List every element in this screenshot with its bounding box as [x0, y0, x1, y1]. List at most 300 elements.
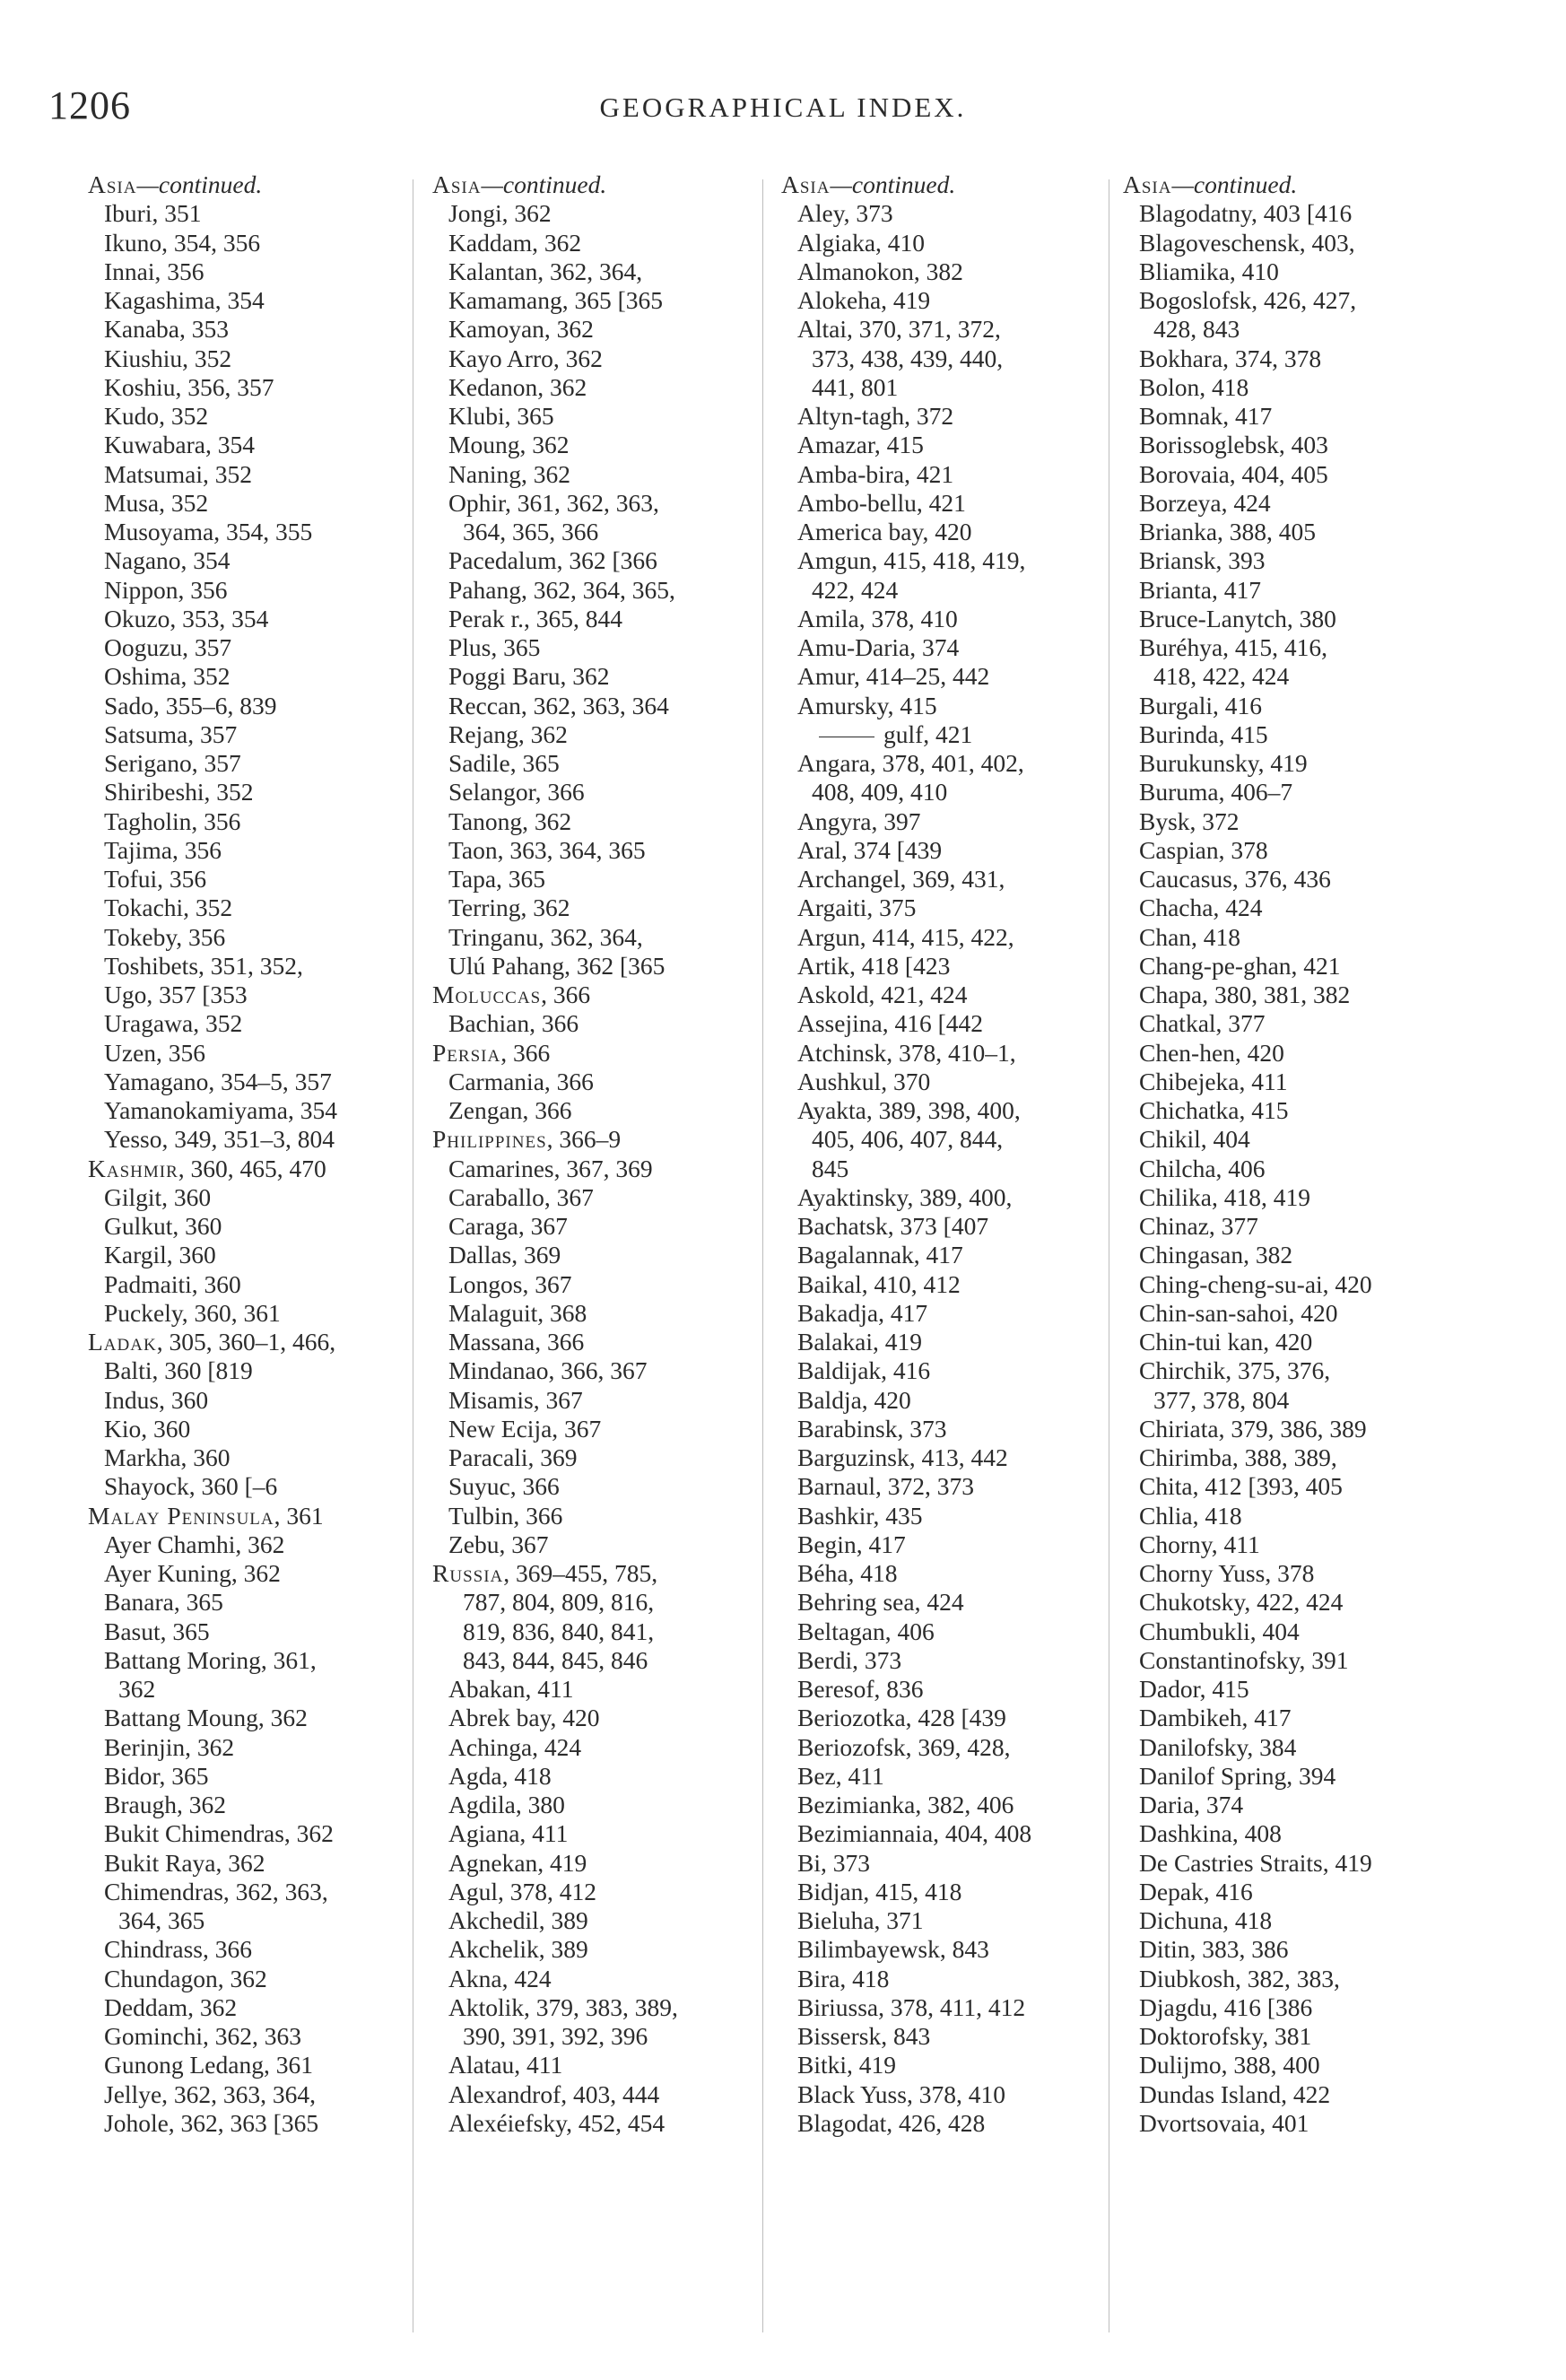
index-entry: Ayakta, 389, 398, 400,: [797, 1096, 1021, 1124]
index-entry: Béha, 418: [797, 1559, 898, 1587]
index-entry: Koshiu, 356, 357: [104, 372, 274, 401]
index-entry: Chapa, 380, 381, 382: [1139, 981, 1351, 1008]
index-entry: Bukit Raya, 362: [104, 1848, 265, 1877]
index-entry-continuation: 408, 409, 410: [812, 778, 948, 806]
index-entry: Akchelik, 389: [448, 1935, 588, 1964]
index-entry: Chinaz, 377: [1139, 1212, 1258, 1240]
index-entry: Amazar, 415: [797, 431, 924, 459]
index-entry: Kedanon, 362: [448, 372, 587, 401]
index-entry: Algiaka, 410: [797, 228, 926, 257]
index-entry: Moung, 362: [448, 431, 570, 459]
index-entry: Pahang, 362, 364, 365,: [448, 575, 675, 604]
heading-name: Asia: [432, 170, 482, 198]
heading-name: Russia: [432, 1559, 504, 1587]
heading-name: Malay Peninsula: [88, 1501, 274, 1530]
index-entry: Bezimianka, 382, 406: [797, 1791, 1014, 1818]
index-entry: Tanong, 362: [448, 806, 572, 835]
page-header: [0, 83, 1566, 136]
index-entry: Aley, 373: [797, 199, 893, 228]
index-entry: Tokeby, 356: [104, 922, 226, 951]
index-entry: Bomnak, 417: [1139, 402, 1273, 430]
index-heading: [425, 1125, 784, 1154]
index-entry: Padmaiti, 360: [104, 1269, 241, 1298]
index-entry: Kamoyan, 362: [448, 315, 594, 344]
index-entry: Bliamika, 410: [1139, 257, 1279, 285]
index-subentry: [774, 720, 1133, 749]
index-entry: Poggi Baru, 362: [448, 662, 610, 691]
index-entry: Bitki, 419: [797, 2051, 897, 2079]
index-entry: Baldja, 420: [797, 1385, 911, 1414]
index-entry: Shayock, 360 [–6: [104, 1472, 278, 1501]
index-entry-continuation: 441, 801: [812, 372, 899, 401]
index-entry: Dashkina, 408: [1139, 1819, 1282, 1848]
heading-rest: , 305, 360–1, 466,: [156, 1328, 336, 1356]
index-entry: Ayaktinsky, 389, 400,: [797, 1182, 1013, 1211]
index-entry: Barnaul, 372, 373: [797, 1472, 975, 1501]
index-entry: Buréhya, 415, 416,: [1139, 633, 1328, 661]
index-entry: Artik, 418 [423: [797, 951, 951, 980]
index-heading: [425, 1559, 784, 1588]
index-entry: Bakadja, 417: [797, 1298, 928, 1327]
index-entry: Massana, 366: [448, 1328, 585, 1356]
index-entry: Nagano, 354: [104, 546, 231, 575]
index-entry: Plus, 365: [448, 633, 541, 661]
index-entry: Braugh, 362: [104, 1791, 226, 1818]
index-heading: [81, 1328, 439, 1356]
index-entry: Biriussa, 378, 411, 412: [797, 1992, 1026, 2021]
index-entry: Gulkut, 360: [104, 1212, 222, 1240]
index-entry: Amba-bira, 421: [797, 459, 954, 488]
index-entry: Angyra, 397: [797, 806, 921, 835]
index-entry: Ugo, 357 [353: [104, 981, 248, 1008]
index-entry: Mindanao, 366, 367: [448, 1356, 648, 1385]
heading-rest: —continued.: [1171, 170, 1298, 198]
index-entry: Bogoslofsk, 426, 427,: [1139, 286, 1357, 314]
index-columns: [0, 170, 1566, 2341]
index-heading: [81, 1155, 439, 1183]
index-entry: Amur, 414–25, 442: [797, 662, 990, 691]
index-entry-continuation: 364, 365, 366: [463, 518, 599, 545]
index-entry-continuation: 405, 406, 407, 844,: [812, 1125, 1004, 1154]
index-entry: Puckely, 360, 361: [104, 1298, 281, 1327]
index-column-3: [774, 170, 1133, 2341]
index-entry: Chibejeka, 411: [1139, 1067, 1288, 1095]
index-entry: Oshima, 352: [104, 662, 231, 691]
index-entry: Argun, 414, 415, 422,: [797, 922, 1014, 951]
index-entry: Blagodat, 426, 428: [797, 2108, 986, 2137]
index-entry: Bachatsk, 373 [407: [797, 1212, 989, 1240]
index-entry: Black Yuss, 378, 410: [797, 2079, 1005, 2108]
index-entry: Uragawa, 352: [104, 1009, 243, 1038]
index-entry: Tapa, 365: [448, 865, 546, 893]
index-entry: Kagashima, 354: [104, 286, 265, 314]
index-entry: Akchedil, 389: [448, 1906, 588, 1934]
index-entry: Chorny, 411: [1139, 1530, 1260, 1558]
index-entry: Jongi, 362: [448, 199, 552, 228]
index-entry: Kuwabara, 354: [104, 431, 255, 459]
index-entry-continuation: 845: [812, 1154, 849, 1182]
index-entry-continuation: 422, 424: [812, 575, 899, 604]
index-column-2: [425, 170, 784, 2341]
index-entry: Abrek bay, 420: [448, 1704, 600, 1732]
index-entry: Brianka, 388, 405: [1139, 518, 1317, 545]
index-entry: Abakan, 411: [448, 1675, 574, 1703]
index-entry: Ayer Chamhi, 362: [104, 1530, 285, 1558]
index-entry: Aktolik, 379, 383, 389,: [448, 1992, 678, 2021]
index-entry: Achinga, 424: [448, 1732, 582, 1761]
index-entry: Gominchi, 362, 363: [104, 2022, 301, 2050]
index-entry: Altyn-tagh, 372: [797, 402, 954, 430]
index-entry-continuation: 373, 438, 439, 440,: [812, 344, 1004, 372]
index-entry: Doktorofsky, 381: [1139, 2022, 1312, 2050]
heading-name: Asia: [781, 170, 831, 198]
index-entry: Ophir, 361, 362, 363,: [448, 488, 659, 517]
index-entry: Battang Moung, 362: [104, 1704, 308, 1732]
index-entry: Chorny Yuss, 378: [1139, 1559, 1315, 1587]
index-entry: Klubi, 365: [448, 402, 554, 430]
index-entry: Amgun, 415, 418, 419,: [797, 546, 1026, 575]
index-entry: Tulbin, 366: [448, 1501, 563, 1530]
index-entry: Taon, 363, 364, 365: [448, 835, 646, 864]
index-entry: Battang Moring, 361,: [104, 1645, 317, 1674]
index-entry: Longos, 367: [448, 1269, 572, 1298]
index-entry: Yesso, 349, 351–3, 804: [104, 1125, 335, 1154]
index-entry: Blagodatny, 403 [416: [1139, 199, 1353, 228]
index-entry: Akna, 424: [448, 1964, 552, 1992]
index-entry: Begin, 417: [797, 1530, 906, 1558]
index-entry: Tringanu, 362, 364,: [448, 922, 643, 951]
heading-rest: —continued.: [481, 170, 607, 198]
index-entry: Beriozofsk, 369, 428,: [797, 1732, 1011, 1761]
index-entry: Bidjan, 415, 418: [797, 1877, 962, 1905]
index-entry: Agul, 378, 412: [448, 1877, 596, 1905]
index-entry: Constantinofsky, 391: [1139, 1645, 1349, 1674]
index-entry: Beriozotka, 428 [439: [797, 1704, 1006, 1732]
index-entry: Uzen, 356: [104, 1038, 206, 1067]
index-entry: Alokeha, 419: [797, 286, 931, 314]
index-heading: [774, 170, 1133, 199]
index-entry: Brianta, 417: [1139, 575, 1261, 604]
index-entry: Musoyama, 354, 355: [104, 518, 313, 545]
index-entry: Burukunsky, 419: [1139, 749, 1308, 777]
index-entry: Caspian, 378: [1139, 835, 1268, 864]
index-column-1: [81, 170, 439, 2341]
heading-rest: , 369–455, 785,: [503, 1559, 658, 1587]
index-entry: Bieluha, 371: [797, 1906, 924, 1934]
index-entry: Chiriata, 379, 386, 389: [1139, 1414, 1367, 1443]
index-entry: Burinda, 415: [1139, 719, 1268, 748]
index-entry: Depak, 416: [1139, 1877, 1253, 1905]
index-entry: Dichuna, 418: [1139, 1906, 1273, 1934]
index-entry: Reccan, 362, 363, 364: [448, 691, 669, 719]
index-entry: Beltagan, 406: [797, 1617, 935, 1645]
index-entry: Askold, 421, 424: [797, 981, 968, 1008]
index-entry: Camarines, 367, 369: [448, 1154, 653, 1182]
index-entry: Chlia, 418: [1139, 1501, 1242, 1530]
heading-name: Philippines: [432, 1125, 547, 1154]
subentry-text: gulf, 421: [883, 719, 973, 748]
index-entry: Chacha, 424: [1139, 894, 1263, 922]
index-entry: Chundagon, 362: [104, 1964, 267, 1992]
index-entry: Balti, 360 [819: [104, 1356, 253, 1385]
index-heading: [1116, 170, 1475, 199]
index-entry: Bukit Chimendras, 362: [104, 1819, 334, 1848]
index-entry: Amursky, 415: [797, 691, 937, 719]
index-entry: Barguzinsk, 413, 442: [797, 1443, 1008, 1471]
index-entry: Chimendras, 362, 363,: [104, 1877, 328, 1905]
index-entry: Chindrass, 366: [104, 1935, 252, 1964]
index-entry: Bashkir, 435: [797, 1501, 923, 1530]
index-entry: Sado, 355–6, 839: [104, 691, 277, 719]
index-entry: Bezimiannaia, 404, 408: [797, 1819, 1032, 1848]
index-entry: Argaiti, 375: [797, 894, 917, 922]
heading-rest: —continued.: [136, 170, 263, 198]
index-entry: Chang-pe-ghan, 421: [1139, 951, 1341, 980]
index-entry: Burgali, 416: [1139, 691, 1262, 719]
index-entry: Chikil, 404: [1139, 1125, 1250, 1154]
index-entry: Bachian, 366: [448, 1009, 579, 1038]
index-entry: Johole, 362, 363 [365: [104, 2108, 319, 2137]
index-entry: Amu-Daria, 374: [797, 633, 960, 661]
heading-name: Moluccas: [432, 981, 542, 1008]
heading-name: Asia: [1123, 170, 1172, 198]
index-entry: De Castries Straits, 419: [1139, 1848, 1372, 1877]
index-entry: Paracali, 369: [448, 1443, 578, 1471]
index-entry: Kiushiu, 352: [104, 344, 232, 372]
index-entry: Kaddam, 362: [448, 228, 582, 257]
index-entry: Chin-san-sahoi, 420: [1139, 1298, 1338, 1327]
index-entry-continuation: 819, 836, 840, 841,: [463, 1617, 655, 1645]
heading-name: Kashmir: [88, 1154, 178, 1182]
index-entry-continuation: 418, 422, 424: [1153, 662, 1290, 691]
heading-rest: , 366: [500, 1038, 551, 1067]
index-heading: [425, 1039, 784, 1068]
index-entry: Naning, 362: [448, 459, 570, 488]
index-entry: Chen-hen, 420: [1139, 1038, 1284, 1067]
index-entry: Berinjin, 362: [104, 1732, 235, 1761]
index-entry: Satsuma, 357: [104, 719, 238, 748]
index-entry: Malaguit, 368: [448, 1298, 587, 1327]
index-entry: Gunong Ledang, 361: [104, 2051, 313, 2079]
heading-rest: , 366–9: [546, 1125, 622, 1154]
index-entry: Rejang, 362: [448, 719, 568, 748]
index-entry: Bilimbayewsk, 843: [797, 1935, 989, 1964]
index-entry: Kayo Arro, 362: [448, 344, 603, 372]
index-entry: Dundas Island, 422: [1139, 2079, 1331, 2108]
index-entry: Agnekan, 419: [448, 1848, 587, 1877]
index-entry: Berdi, 373: [797, 1645, 902, 1674]
index-entry: Chita, 412 [393, 405: [1139, 1472, 1343, 1501]
index-entry: Archangel, 369, 431,: [797, 865, 1005, 893]
index-entry: Chin-tui kan, 420: [1139, 1328, 1313, 1356]
index-column-4: [1116, 170, 1475, 2341]
index-entry-continuation: 428, 843: [1153, 315, 1240, 344]
index-entry: Bokhara, 374, 378: [1139, 344, 1322, 372]
index-entry: Caraballo, 367: [448, 1182, 594, 1211]
index-entry: Yamanokamiyama, 354: [104, 1096, 337, 1124]
index-entry: Banara, 365: [104, 1588, 223, 1617]
index-entry: Chichatka, 415: [1139, 1096, 1289, 1124]
index-entry: Agiana, 411: [448, 1819, 569, 1848]
index-entry: Alexéiefsky, 452, 454: [448, 2108, 666, 2137]
index-entry: Danilof Spring, 394: [1139, 1761, 1336, 1790]
index-entry: Selangor, 366: [448, 778, 585, 806]
index-entry: Misamis, 367: [448, 1385, 583, 1414]
index-entry: Sadile, 365: [448, 749, 560, 777]
index-entry: Agdila, 380: [448, 1791, 565, 1818]
index-entry: Alatau, 411: [448, 2051, 563, 2079]
index-entry: Tagholin, 356: [104, 806, 241, 835]
index-entry: Bysk, 372: [1139, 806, 1240, 835]
index-entry: Pacedalum, 362 [366: [448, 546, 657, 575]
index-entry-continuation: 377, 378, 804: [1153, 1385, 1290, 1414]
index-entry: Amila, 378, 410: [797, 604, 958, 632]
index-entry: Indus, 360: [104, 1385, 209, 1414]
index-entry: Bissersk, 843: [797, 2022, 931, 2050]
index-entry: Serigano, 357: [104, 749, 241, 777]
heading-rest: , 360, 465, 470: [178, 1154, 326, 1182]
index-entry: Yamagano, 354–5, 357: [104, 1067, 332, 1095]
index-entry: Atchinsk, 378, 410–1,: [797, 1038, 1016, 1067]
index-entry: Dador, 415: [1139, 1675, 1249, 1703]
index-entry: Terring, 362: [448, 894, 570, 922]
index-entry: Bi, 373: [797, 1848, 870, 1877]
index-entry-continuation: 843, 844, 845, 846: [463, 1645, 648, 1674]
index-entry: Ditin, 383, 386: [1139, 1935, 1289, 1964]
index-entry: Altai, 370, 371, 372,: [797, 315, 1001, 344]
index-entry: Kamamang, 365 [365: [448, 286, 664, 314]
index-entry: Suyuc, 366: [448, 1472, 560, 1501]
index-entry: Danilofsky, 384: [1139, 1732, 1297, 1761]
index-entry: Daria, 374: [1139, 1791, 1244, 1818]
index-entry: Basut, 365: [104, 1617, 210, 1645]
index-entry: Beresof, 836: [797, 1675, 924, 1703]
index-entry: Ikuno, 354, 356: [104, 228, 261, 257]
index-heading: [425, 981, 784, 1009]
index-heading: [81, 170, 439, 199]
index-entry: Ayer Kuning, 362: [104, 1559, 281, 1587]
index-entry: Agda, 418: [448, 1761, 552, 1790]
index-entry: Chilcha, 406: [1139, 1154, 1266, 1182]
index-entry: Ambo-bellu, 421: [797, 488, 966, 517]
index-entry: Zebu, 367: [448, 1530, 549, 1558]
index-entry: Bolon, 418: [1139, 372, 1249, 401]
index-entry: Tofui, 356: [104, 865, 207, 893]
index-entry: Barabinsk, 373: [797, 1414, 947, 1443]
index-entry: Baldijak, 416: [797, 1356, 931, 1385]
index-entry: Chan, 418: [1139, 922, 1241, 951]
index-entry: Matsumai, 352: [104, 459, 252, 488]
index-entry: Chatkal, 377: [1139, 1009, 1266, 1038]
index-entry: Assejina, 416 [442: [797, 1009, 983, 1038]
index-entry: Toshibets, 351, 352,: [104, 951, 303, 980]
index-entry: New Ecija, 367: [448, 1414, 602, 1443]
index-entry: Dulijmo, 388, 400: [1139, 2051, 1320, 2079]
index-entry: Ulú Pahang, 362 [365: [448, 951, 666, 980]
index-entry: Shiribeshi, 352: [104, 778, 254, 806]
index-entry: Dvortsovaia, 401: [1139, 2108, 1309, 2137]
index-entry: Chingasan, 382: [1139, 1241, 1293, 1269]
index-entry: Kalantan, 362, 364,: [448, 257, 643, 285]
index-entry: Aral, 374 [439: [797, 835, 943, 864]
index-entry: Chilika, 418, 419: [1139, 1182, 1310, 1211]
index-heading: [81, 1502, 439, 1530]
index-entry: America bay, 420: [797, 518, 972, 545]
running-title: GEOGRAPHICAL INDEX.: [599, 92, 967, 123]
index-entry: Aushkul, 370: [797, 1067, 931, 1095]
index-entry: Briansk, 393: [1139, 546, 1266, 575]
index-entry: Chumbukli, 404: [1139, 1617, 1300, 1645]
index-entry: Kudo, 352: [104, 402, 209, 430]
index-heading: [425, 170, 784, 199]
index-entry: Kargil, 360: [104, 1241, 216, 1269]
index-entry: Tokachi, 352: [104, 894, 233, 922]
index-entry: Bruce-Lanytch, 380: [1139, 604, 1336, 632]
index-entry: Buruma, 406–7: [1139, 778, 1293, 806]
index-entry-continuation: 787, 804, 809, 816,: [463, 1588, 655, 1617]
index-entry: Balakai, 419: [797, 1328, 922, 1356]
index-entry: Jellye, 362, 363, 364,: [104, 2079, 317, 2108]
index-entry: Behring sea, 424: [797, 1588, 964, 1617]
index-entry: Zengan, 366: [448, 1096, 572, 1124]
heading-name: Persia: [432, 1038, 501, 1067]
index-entry: Markha, 360: [104, 1443, 231, 1471]
index-entry: Ooguzu, 357: [104, 633, 232, 661]
index-entry: Kio, 360: [104, 1414, 191, 1443]
index-entry: Okuzo, 353, 354: [104, 604, 269, 632]
index-entry: Bira, 418: [797, 1964, 890, 1992]
index-entry: Dambikeh, 417: [1139, 1704, 1292, 1732]
index-entry: Chirimba, 388, 389,: [1139, 1443, 1337, 1471]
heading-rest: , 361: [274, 1501, 324, 1530]
index-entry: Diubkosh, 382, 383,: [1139, 1964, 1340, 1992]
index-entry: Iburi, 351: [104, 199, 202, 228]
index-entry: Baikal, 410, 412: [797, 1269, 961, 1298]
index-entry: Musa, 352: [104, 488, 209, 517]
index-entry: Nippon, 356: [104, 575, 228, 604]
index-entry: Perak r., 365, 844: [448, 604, 623, 632]
page-number: 1206: [48, 83, 131, 127]
index-entry: Ching-cheng-su-ai, 420: [1139, 1269, 1372, 1298]
heading-name: Asia: [88, 170, 137, 198]
index-entry: Blagoveschensk, 403,: [1139, 228, 1355, 257]
heading-rest: —continued.: [830, 170, 956, 198]
index-entry: Borissoglebsk, 403: [1139, 431, 1328, 459]
index-entry: Almanokon, 382: [797, 257, 963, 285]
heading-name: Ladak: [88, 1328, 157, 1356]
index-entry: Innai, 356: [104, 257, 204, 285]
index-entry: Borzeya, 424: [1139, 488, 1271, 517]
index-entry: Bez, 411: [797, 1761, 884, 1790]
index-entry: Gilgit, 360: [104, 1182, 212, 1211]
index-entry: Dallas, 369: [448, 1241, 561, 1269]
index-entry-continuation: 364, 365: [118, 1906, 205, 1934]
index-entry: Caucasus, 376, 436: [1139, 865, 1331, 893]
index-entry-continuation: 390, 391, 392, 396: [463, 2022, 648, 2050]
index-entry: Carmania, 366: [448, 1067, 594, 1095]
index-entry: Caraga, 367: [448, 1212, 568, 1240]
index-entry: Chirchik, 375, 376,: [1139, 1356, 1331, 1385]
index-entry: Borovaia, 404, 405: [1139, 459, 1328, 488]
index-entry: Deddam, 362: [104, 1992, 238, 2021]
index-entry: Bagalannak, 417: [797, 1241, 963, 1269]
index-entry: Chukotsky, 422, 424: [1139, 1588, 1344, 1617]
index-entry: Tajima, 356: [104, 835, 222, 864]
index-entry: Djagdu, 416 [386: [1139, 1992, 1313, 2021]
index-entry: Bidor, 365: [104, 1761, 209, 1790]
index-entry: Kanaba, 353: [104, 315, 229, 344]
index-entry-continuation: 362: [118, 1675, 156, 1703]
